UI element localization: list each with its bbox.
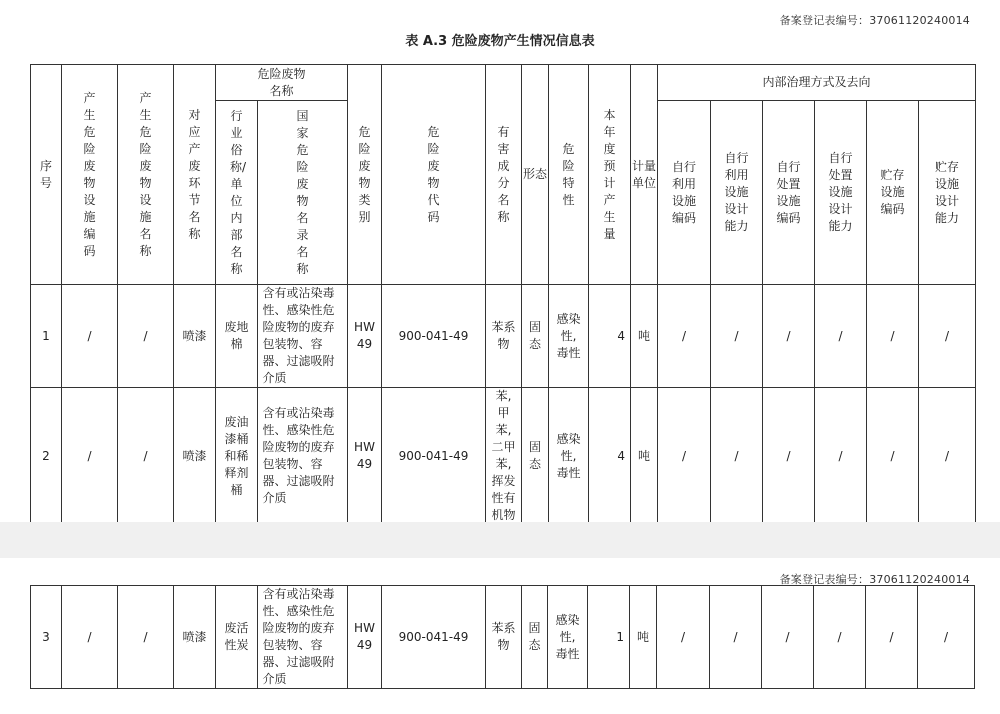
registration-number: 备案登记表编号：37061120240014 <box>779 14 970 27</box>
cell-self-dispose-cap: / <box>815 388 867 525</box>
header-facility-name: 产生危险废物设施名称 <box>118 65 174 285</box>
cell-facility-code: / <box>62 285 118 388</box>
cell-category: HW49 <box>348 388 382 525</box>
cell-industry-name: 废油漆桶和稀释剂桶 <box>216 388 258 525</box>
header-seq: 序号 <box>31 65 62 285</box>
cell-national-name: 含有或沾染毒性、感染性危险废物的废弃包装物、容器、过滤吸附介质 <box>258 586 348 689</box>
cell-components: 苯,甲苯,二甲苯,挥发性有机物 <box>486 388 522 525</box>
header-self-dispose-cap: 自行处置设施设计能力 <box>815 101 867 285</box>
cell-facility-code: / <box>62 388 118 525</box>
cell-industry-name: 废地棉 <box>216 285 258 388</box>
cell-storage-code: / <box>867 388 919 525</box>
cell-self-dispose-cap: / <box>815 285 867 388</box>
header-self-use-code: 自行利用设施编码 <box>658 101 711 285</box>
table-row <box>31 388 976 525</box>
cell-storage-cap: / <box>919 388 976 525</box>
cell-category: HW49 <box>348 285 382 388</box>
header-components: 有害成分名称 <box>486 65 522 285</box>
cell-self-use-cap: / <box>711 388 763 525</box>
cell-self-use-code: / <box>657 586 710 689</box>
header-storage-code: 贮存设施编码 <box>867 101 919 285</box>
header-self-dispose-code: 自行处置设施编码 <box>763 101 815 285</box>
cell-self-dispose-code: / <box>763 285 815 388</box>
cell-facility-name: / <box>118 285 174 388</box>
header-storage-cap: 贮存设施设计能力 <box>919 101 976 285</box>
cell-seq: 3 <box>31 586 62 689</box>
page-break <box>0 522 1000 558</box>
cell-self-use-cap: / <box>710 586 762 689</box>
header-property: 危险特性 <box>549 65 589 285</box>
page-title: 表 A.3 危险废物产生情况信息表 <box>405 34 595 49</box>
cell-components: 苯系物 <box>486 586 522 689</box>
header-unit: 计量单位 <box>631 65 658 285</box>
cell-form: 固态 <box>522 285 549 388</box>
cell-industry-name: 废活性炭 <box>216 586 258 689</box>
cell-storage-cap: / <box>919 285 976 388</box>
table-row <box>31 586 975 689</box>
cell-unit: 吨 <box>630 586 657 689</box>
cell-facility-name: / <box>118 388 174 525</box>
cell-property: 感染性,毒性 <box>549 388 589 525</box>
cell-facility-code: / <box>62 586 118 689</box>
header-code: 危险废物代码 <box>382 65 486 285</box>
cell-form: 固态 <box>522 388 549 525</box>
cell-property: 感染性,毒性 <box>548 586 588 689</box>
cell-storage-code: / <box>867 285 919 388</box>
cell-process: 喷漆 <box>174 586 216 689</box>
cell-national-name: 含有或沾染毒性、感染性危险废物的废弃包装物、容器、过滤吸附介质 <box>258 388 348 525</box>
header-form: 形态 <box>522 65 549 285</box>
header-industry-name: 行业俗称/单位内部名称 <box>216 101 258 285</box>
cell-category: HW49 <box>348 586 382 689</box>
cell-annual: 4 <box>589 388 631 525</box>
header-facility-code: 产生危险废物设施编码 <box>62 65 118 285</box>
cell-annual: 1 <box>588 586 630 689</box>
header-waste-name-group: 危险废物名称 <box>216 65 348 101</box>
cell-code: 900-041-49 <box>382 388 486 525</box>
header-national-name: 国家危险废物名录名称 <box>258 101 348 285</box>
cell-code: 900-041-49 <box>382 285 486 388</box>
registration-number-page2: 备案登记表编号：37061120240014 <box>779 573 970 586</box>
cell-national-name: 含有或沾染毒性、感染性危险废物的废弃包装物、容器、过滤吸附介质 <box>258 285 348 388</box>
cell-facility-name: / <box>118 586 174 689</box>
cell-self-dispose-cap: / <box>814 586 866 689</box>
header-self-use-cap: 自行利用设施设计能力 <box>711 101 763 285</box>
cell-self-dispose-code: / <box>763 388 815 525</box>
cell-seq: 2 <box>31 388 62 525</box>
cell-unit: 吨 <box>631 285 658 388</box>
cell-self-dispose-code: / <box>762 586 814 689</box>
cell-process: 喷漆 <box>174 388 216 525</box>
header-internal-group: 内部治理方式及去向 <box>658 65 976 101</box>
cell-storage-code: / <box>866 586 918 689</box>
table-row <box>31 285 976 388</box>
cell-code: 900-041-49 <box>382 586 486 689</box>
header-process: 对应产废环节名称 <box>174 65 216 285</box>
cell-seq: 1 <box>31 285 62 388</box>
cell-process: 喷漆 <box>174 285 216 388</box>
cell-unit: 吨 <box>631 388 658 525</box>
cell-property: 感染性,毒性 <box>549 285 589 388</box>
cell-self-use-code: / <box>658 388 711 525</box>
cell-self-use-code: / <box>658 285 711 388</box>
cell-storage-cap: / <box>918 586 975 689</box>
header-annual: 本年度预计产生量 <box>589 65 631 285</box>
hazardous-waste-table-continued <box>30 585 975 689</box>
cell-form: 固态 <box>522 586 548 689</box>
header-category: 危险废物类别 <box>348 65 382 285</box>
cell-components: 苯系物 <box>486 285 522 388</box>
hazardous-waste-table <box>30 64 976 525</box>
cell-annual: 4 <box>589 285 631 388</box>
cell-self-use-cap: / <box>711 285 763 388</box>
